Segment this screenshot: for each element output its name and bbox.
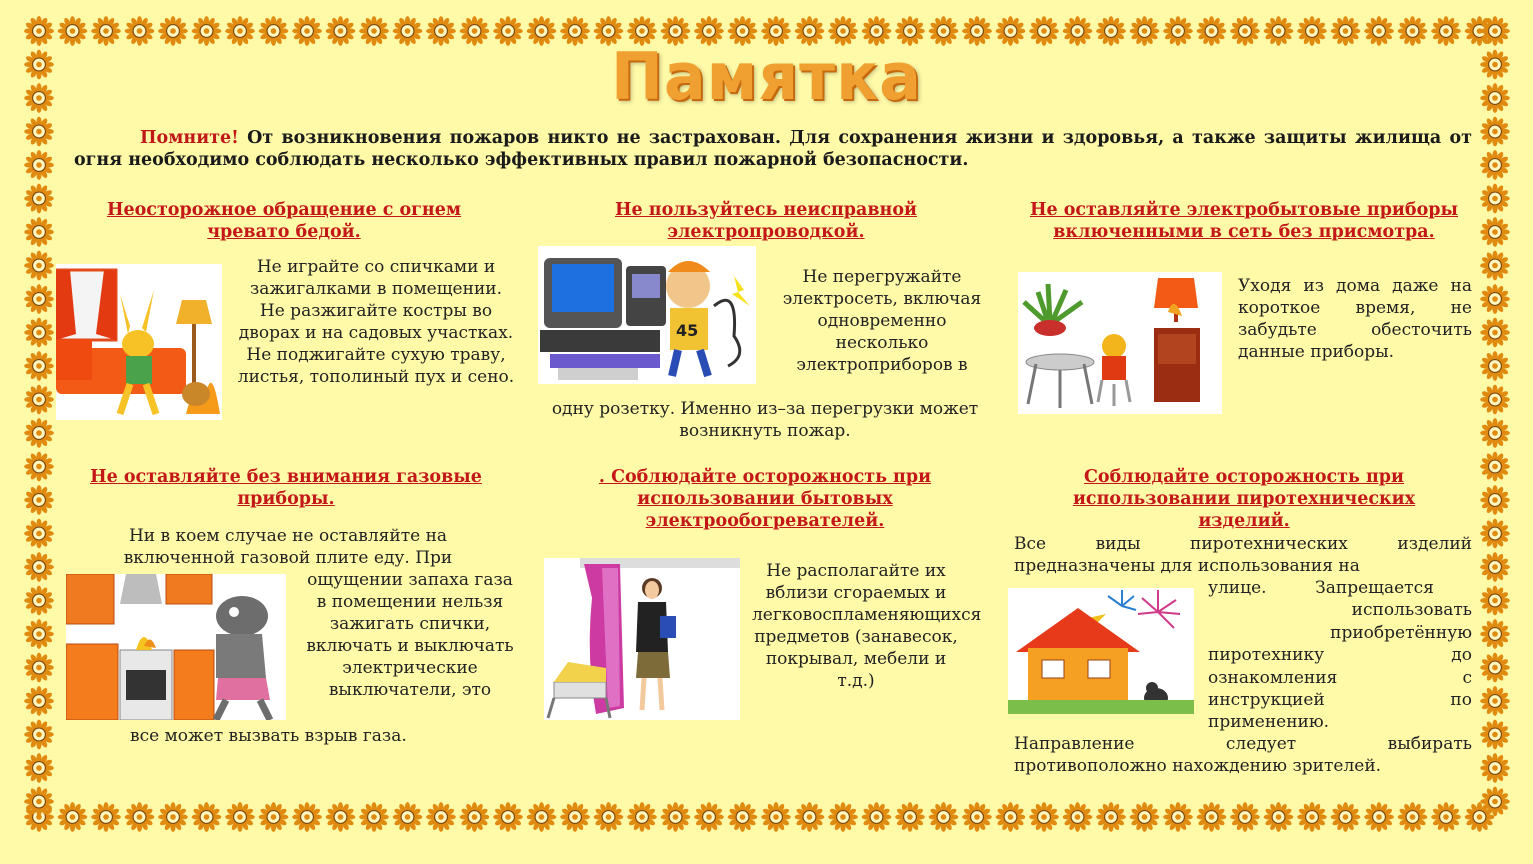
section-3-text: Уходя из дома даже на короткое время, не забудьте обесточить данные приборы. <box>1238 276 1472 362</box>
section-4-text-part3: все может вызвать взрыв газа. <box>130 726 407 746</box>
sun-flower-border-icon <box>1480 385 1510 415</box>
illustration-rabbit-fire <box>56 264 222 420</box>
sun-flower-border-icon <box>259 802 289 832</box>
section-2-text-part2: одну розетку. Именно из–за перегрузки может возникнуть пожар. <box>551 399 979 441</box>
intro-text: От возникновения пожаров никто не застрахован. Для сохранения жизни и здоровья, а также защиты жилища от огня необходимо соблюдать несколько эффективных правил пожарной безопасности. <box>74 128 1473 170</box>
sun-flower-border-icon <box>24 117 54 147</box>
sun-flower-border-icon <box>225 802 255 832</box>
sun-flower-border-icon <box>1331 802 1361 832</box>
section-6-text-part1: Все виды пиротехнических изделий предназначены для использования на <box>1014 534 1472 576</box>
section-1-text: Не играйте со спичками и зажигалками в помещении. Не разжигайте костры во дворах и на садовых участках. Не поджигайте сухую траву, листья, тополиный пух и сено. <box>237 257 515 387</box>
sun-flower-border-icon <box>24 753 54 783</box>
sun-flower-border-icon <box>192 802 222 832</box>
sun-flower-border-icon <box>24 351 54 381</box>
section-2-text-part1: Не перегружайте электросеть, включая одновременно несколько электроприборов в <box>782 267 982 375</box>
sun-flower-border-icon <box>1480 117 1510 147</box>
sun-flower-border-icon <box>1480 251 1510 281</box>
sun-flower-border-icon <box>24 653 54 683</box>
sun-flower-border-icon <box>24 519 54 549</box>
sun-flower-border-icon <box>1480 552 1510 582</box>
section-5-text: Не располагайте их вблизи сгораемых и легковоспламеняющихся предметов (занавесок, покрывал, мебели и т.д.) <box>752 561 982 691</box>
sun-flower-border-icon <box>1364 802 1394 832</box>
sun-flower-border-icon <box>996 802 1026 832</box>
sun-flower-border-icon <box>158 802 188 832</box>
sun-flower-border-icon <box>24 184 54 214</box>
flower-border-right <box>1478 14 1512 834</box>
sun-flower-border-icon <box>359 802 389 832</box>
svg-text:45: 45 <box>676 321 699 340</box>
flower-border-left <box>22 14 56 834</box>
sun-flower-border-icon <box>1480 351 1510 381</box>
sun-flower-border-icon <box>1063 802 1093 832</box>
sun-flower-border-icon <box>1480 452 1510 482</box>
illustration-overloaded-socket <box>538 246 756 384</box>
sun-flower-border-icon <box>1480 284 1510 314</box>
sun-flower-border-icon <box>24 150 54 180</box>
sun-flower-border-icon <box>1480 586 1510 616</box>
sun-flower-border-icon <box>1230 802 1260 832</box>
sun-flower-border-icon <box>24 586 54 616</box>
sun-flower-border-icon <box>24 284 54 314</box>
sun-flower-border-icon <box>460 802 490 832</box>
sun-flower-border-icon <box>393 802 423 832</box>
intro-paragraph <box>74 127 1472 171</box>
sun-flower-border-icon <box>862 802 892 832</box>
sun-flower-border-icon <box>728 802 758 832</box>
sun-flower-border-icon <box>292 802 322 832</box>
sun-flower-border-icon <box>1480 485 1510 515</box>
sun-flower-border-icon <box>1480 753 1510 783</box>
sun-flower-border-icon <box>560 802 590 832</box>
sun-flower-border-icon <box>58 802 88 832</box>
sun-flower-border-icon <box>24 385 54 415</box>
sun-flower-border-icon <box>24 552 54 582</box>
sun-flower-border-icon <box>1264 802 1294 832</box>
section-2-heading: Не пользуйтесь неисправной электропроводкой. <box>615 200 917 242</box>
illustration-gas-stove-wolf <box>66 574 286 720</box>
sun-flower-border-icon <box>1197 802 1227 832</box>
section-4-heading: Не оставляйте без внимания газовые приборы. <box>90 467 482 509</box>
sun-flower-border-icon <box>828 802 858 832</box>
section-6-heading: Соблюдайте осторожность при использовании пиротехнических изделий. <box>1072 467 1416 531</box>
section-5-heading: . Соблюдайте осторожность при использовании бытовых электрообогревателей. <box>598 467 932 531</box>
sun-flower-border-icon <box>1029 802 1059 832</box>
sun-flower-border-icon <box>962 802 992 832</box>
section-4-text-part1: Ни в коем случае не оставляйте на включенной газовой плите еду. При <box>123 526 453 568</box>
sun-flower-border-icon <box>24 217 54 247</box>
sun-flower-border-icon <box>1398 802 1428 832</box>
sun-flower-border-icon <box>795 802 825 832</box>
sun-flower-border-icon <box>594 802 624 832</box>
sun-flower-border-icon <box>1480 217 1510 247</box>
sun-flower-border-icon <box>24 251 54 281</box>
sun-flower-border-icon <box>493 802 523 832</box>
sun-flower-border-icon <box>1480 720 1510 750</box>
sun-flower-border-icon <box>24 686 54 716</box>
sun-flower-border-icon <box>24 318 54 348</box>
sun-flower-border-icon <box>1480 686 1510 716</box>
sun-flower-border-icon <box>1480 519 1510 549</box>
sun-flower-border-icon <box>1480 619 1510 649</box>
sun-flower-border-icon <box>1297 802 1327 832</box>
section-3-heading: Не оставляйте электробытовые приборы включенными в сеть без присмотра. <box>1029 200 1459 242</box>
sun-flower-border-icon <box>125 802 155 832</box>
sun-flower-border-icon <box>1130 802 1160 832</box>
sun-flower-border-icon <box>1480 653 1510 683</box>
sun-flower-border-icon <box>24 452 54 482</box>
sun-flower-border-icon <box>1480 318 1510 348</box>
sun-flower-border-icon <box>895 802 925 832</box>
sun-flower-border-icon <box>426 802 456 832</box>
sun-flower-border-icon <box>24 787 54 817</box>
sun-flower-border-icon <box>1480 150 1510 180</box>
flower-border-bottom <box>22 800 1512 834</box>
section-6-text-part3: Направление следует выбирать противоположно нахождению зрителей. <box>1014 734 1472 776</box>
sun-flower-border-icon <box>24 485 54 515</box>
sun-flower-border-icon <box>24 720 54 750</box>
sun-flower-border-icon <box>24 418 54 448</box>
sun-flower-border-icon <box>24 619 54 649</box>
sun-flower-border-icon <box>627 802 657 832</box>
illustration-fireworks-house <box>1008 588 1194 714</box>
sun-flower-border-icon <box>1480 184 1510 214</box>
section-4-text-part2: ощущении запаха газа в помещении нельзя зажигать спички, включать и выключать электрические выключатели, это <box>306 570 514 700</box>
sun-flower-border-icon <box>91 802 121 832</box>
section-6-text-part2: улице. Запрещается использовать приобретённую пиротехнику до ознакомления с инструкцией по применению. <box>1208 578 1472 733</box>
illustration-iron-unattended <box>1018 272 1222 414</box>
sun-flower-border-icon <box>761 802 791 832</box>
sun-flower-border-icon <box>1480 787 1510 817</box>
page-title: Памятка <box>610 38 923 115</box>
sun-flower-border-icon <box>1431 802 1461 832</box>
section-1-heading: Неосторожное обращение с огнем чревато бедой. <box>106 200 462 242</box>
sun-flower-border-icon <box>1096 802 1126 832</box>
sun-flower-border-icon <box>929 802 959 832</box>
sun-flower-border-icon <box>1480 418 1510 448</box>
sun-flower-border-icon <box>661 802 691 832</box>
illustration-heater-curtain <box>544 558 740 720</box>
sun-flower-border-icon <box>694 802 724 832</box>
sun-flower-border-icon <box>326 802 356 832</box>
sun-flower-border-icon <box>527 802 557 832</box>
intro-remember: Помните! <box>140 128 239 148</box>
sun-flower-border-icon <box>1163 802 1193 832</box>
